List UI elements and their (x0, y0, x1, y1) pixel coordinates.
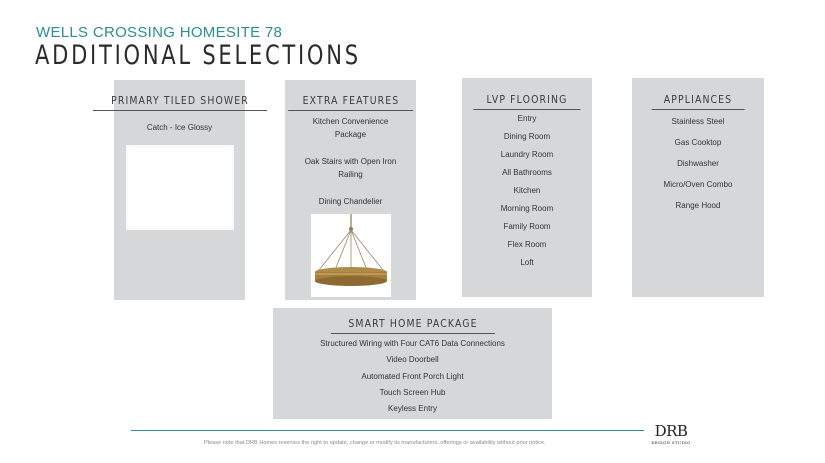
page-subtitle: WELLS CROSSING HOMESITE 78 (36, 24, 283, 41)
tile-sample-image (126, 145, 234, 230)
list-item: Touch Screen Hub (379, 388, 446, 397)
list-item: Loft (520, 258, 534, 267)
list-item: Family Room (503, 222, 551, 231)
card-lvp-flooring (462, 78, 592, 297)
list-item: Kitchen Convenience (312, 117, 389, 126)
list-item: Gas Cooktop (674, 138, 722, 147)
list-item: Catch - Ice Glossy (146, 123, 213, 132)
list-item: Laundry Room (500, 150, 554, 159)
card-title: APPLIANCES (652, 93, 745, 110)
footer-divider (131, 430, 644, 431)
list-item: Dining Chandelier (318, 197, 383, 206)
drb-logo (649, 424, 693, 445)
card-title: LVP FLOORING (473, 93, 580, 110)
chandelier-image (311, 214, 391, 297)
list-item: Dishwasher (677, 159, 719, 168)
card-extra-features (285, 80, 416, 300)
page-title: ADDITIONAL SELECTIONS (35, 40, 361, 71)
list-item: Automated Front Porch Light (361, 372, 464, 381)
list-item: Flex Room (507, 240, 547, 249)
footer-disclaimer: Please note that DRB Homes reserves the right to update, change or modify its manufacturers, offerings or availability without prior notice. (204, 440, 546, 446)
list-item: Video Doorbell (386, 355, 439, 364)
list-item: Dining Room (503, 132, 551, 141)
list-item: Range Hood (675, 201, 721, 210)
list-item: Micro/Oven Combo (663, 180, 733, 189)
list-item: Morning Room (500, 204, 554, 213)
list-item: Package (334, 130, 367, 139)
card-appliances (632, 78, 764, 297)
card-title: EXTRA FEATURES (288, 94, 414, 111)
list-item: Oak Stairs with Open Iron (304, 157, 397, 166)
list-item: Entry (517, 114, 537, 123)
card-primary-tiled-shower (110, 80, 249, 300)
logo-subtitle: DESIGN STUDIO (651, 440, 691, 445)
card-title: SMART HOME PACKAGE (330, 317, 494, 334)
list-item: Structured Wiring with Four CAT6 Data Connections (320, 339, 505, 348)
list-item: Keyless Entry (388, 404, 437, 413)
list-item: All Bathrooms (502, 168, 552, 177)
list-item: Kitchen (513, 186, 541, 195)
card-smart-home-package (273, 308, 552, 419)
list-item: Stainless Steel (671, 117, 725, 126)
logo-mark: DRB (654, 422, 688, 440)
chandelier-icon (311, 214, 391, 297)
card-title: PRIMARY TILED SHOWER (92, 94, 266, 111)
list-item: Railing (338, 170, 363, 179)
